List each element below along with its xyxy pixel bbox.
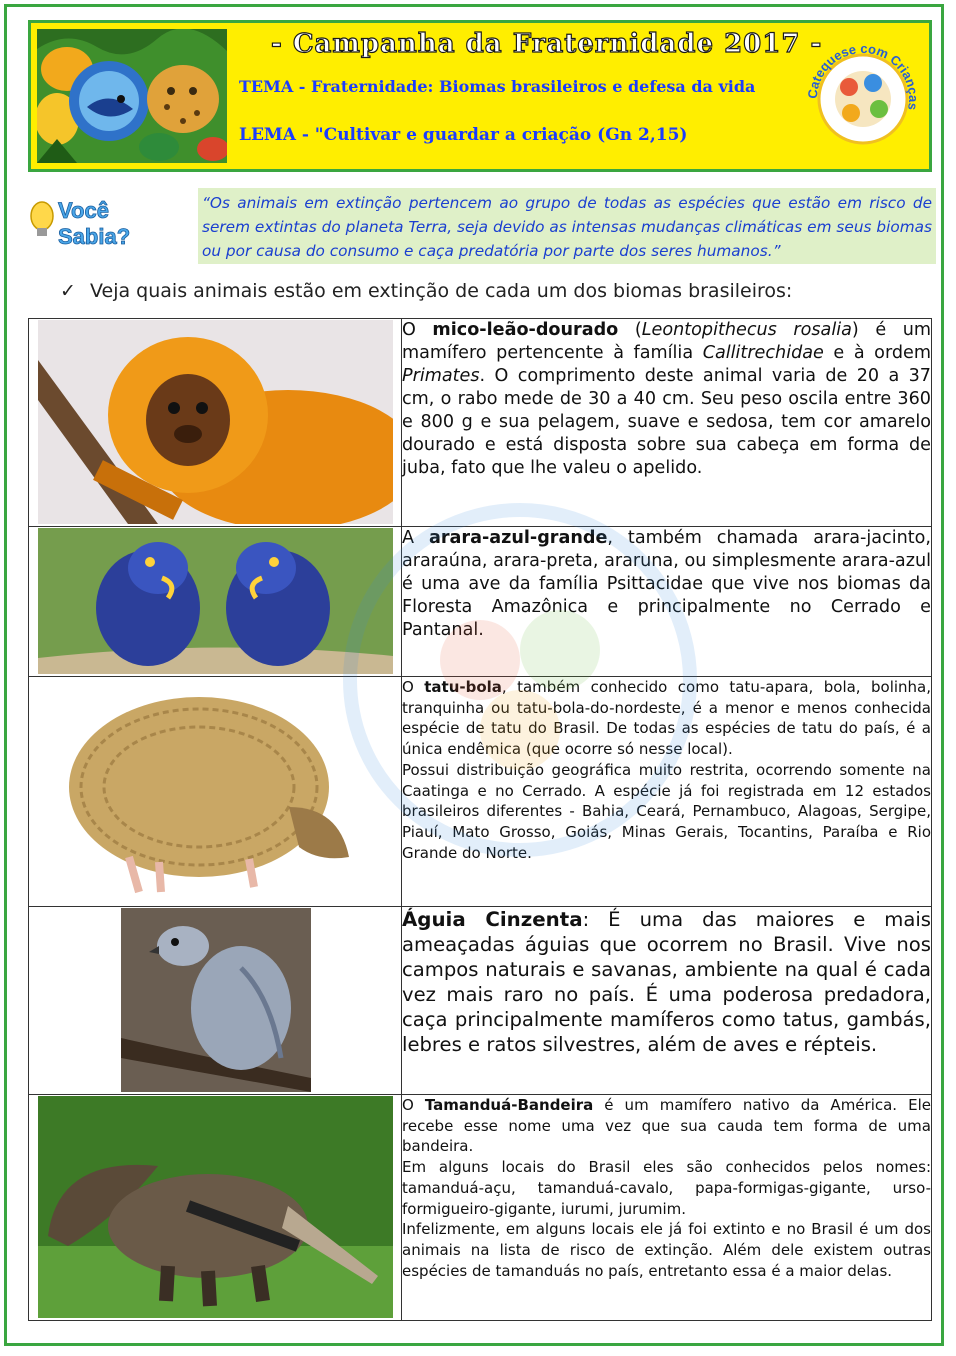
campaign-title: - Campanha da Fraternidade 2017 -	[271, 29, 823, 59]
arara-description	[402, 527, 932, 677]
mico-scientific-name: Leontopithecus rosalia	[641, 320, 852, 340]
voce-label: Você	[58, 198, 109, 223]
logo-text: Catequese com Crianças	[804, 40, 922, 112]
table-row	[29, 1095, 932, 1321]
aguia-image-cell	[29, 907, 402, 1095]
mico-t2: ) é um mamífero pertencente à família	[402, 320, 931, 363]
aguia-name: Águia Cinzenta	[402, 908, 583, 931]
table-row	[29, 907, 932, 1095]
tatu-para-2: Possui distribuição geográfica muito restrita, ocorrendo somente na Caatinga e no Cerrado. A espécie já foi registrada em 12 estados brasileiros diferentes - Bahia, Ceará, Pernambuco, Alagoas, Sergipe, Piauí, Mato Grosso, Goiás, Minas Gerais, Tocantins, Paraíba e Rio Grande do Norte.	[402, 760, 931, 862]
tamandua-description	[402, 1095, 932, 1321]
arara-pre: A	[402, 528, 429, 548]
checkmark-icon: ✓	[60, 280, 76, 302]
tatu-name: tatu-bola	[424, 678, 502, 696]
mico-image-cell	[29, 319, 402, 527]
campaign-header	[28, 20, 932, 172]
tamandua-bandeira-photo	[38, 1096, 393, 1318]
intro-line	[60, 280, 792, 302]
tatu-para-1	[402, 677, 931, 760]
catequese-logo	[803, 27, 923, 167]
tatu-pre: O	[402, 678, 425, 696]
mico-pre: O	[402, 320, 433, 340]
tamandua-pre: O	[402, 1096, 425, 1114]
voce-sabia-badge	[28, 190, 158, 250]
arara-name: arara-azul-grande	[428, 528, 608, 548]
mico-description	[402, 319, 932, 527]
mico-t3: e à ordem	[823, 343, 932, 363]
tamandua-name: Tamanduá-Bandeira	[424, 1096, 594, 1114]
animals-table	[28, 318, 932, 1321]
mico-order: Primates	[402, 366, 480, 386]
mico-family: Callitrechidae	[702, 343, 824, 363]
tamandua-para-1	[402, 1095, 931, 1157]
arara-azul-photo	[38, 528, 393, 674]
table-row	[29, 527, 932, 677]
arara-image-cell	[29, 527, 402, 677]
campaign-tema: TEMA - Fraternidade: Biomas brasileiros e defesa da vida	[239, 77, 756, 96]
mico-name: mico-leão-dourado	[432, 320, 619, 340]
mico-t4: . O comprimento deste animal varia de 20 a 37 cm, o rabo mede de 30 a 40 cm. Seu peso oscila entre 360 e 800 g e sua pelagem, suave e sedosa, tem cor amarelo dourado e está disposta sobre sua cabeça em forma de juba, fato que lhe valeu o apelido.	[402, 366, 931, 478]
aguia-cinzenta-photo	[121, 908, 311, 1092]
arara-text: , também chamada arara-jacinto, araraúna, arara-preta, araruna, ou simplesmente arara-azul é uma ave da família Psittacidae que vive nos biomas da Floresta Amazônica e principalmente no Cerrado e Pantanal.	[402, 528, 931, 640]
table-row	[29, 677, 932, 907]
table-row	[29, 319, 932, 527]
voce-sabia-quote: “Os animais em extinção pertencem ao grupo de todas as espécies que estão em risco de serem extintas do planeta Terra, seja devido as intensas mudanças climáticas em seus biomas ou por causa do consumo e caça predatória por parte dos seres humanos.”	[198, 188, 936, 264]
tamandua-text1: é um mamífero nativo da América. Ele recebe esse nome uma vez que sua cauda tem forma de uma bandeira.	[402, 1096, 931, 1156]
aguia-description	[402, 907, 932, 1095]
tamandua-image-cell	[29, 1095, 402, 1321]
sabia-label: Sabia?	[58, 224, 131, 249]
aguia-text: : É uma das maiores e mais ameaçadas águias que ocorrem no Brasil. Vive nos campos naturais e savanas, ambiente na qual é cada vez mais raro no país. É uma poderosa predadora, caça principalmente mamíferos como tatus, gambás, lebres e ratos silvestres, além de aves e répteis.	[402, 908, 932, 1056]
tamandua-para-2: Em alguns locais do Brasil eles são conhecidos pelos nomes: tamanduá-açu, tamanduá-cavalo, papa-formigas-gigante, urso-formigueiro-gigante, iurumi, jurumim.	[402, 1158, 931, 1218]
intro-text: Veja quais animais estão em extinção de cada um dos biomas brasileiros:	[90, 280, 793, 302]
tatu-description	[402, 677, 932, 907]
tatu-bola-photo	[49, 687, 389, 897]
tatu-image-cell	[29, 677, 402, 907]
mico-t1: (	[618, 320, 642, 340]
campaign-lema: LEMA - "Cultivar e guardar a criação (Gn 2,15)	[239, 125, 688, 145]
tatu-text1: , também conhecido como tatu-apara, bola, bolinha, tranquinha ou tatu-bola-do-nordeste, é a menor e menos conhecida espécie de tatu do Brasil. De todas as espécies de tatu do país, é a única endêmica (que ocorre só nesse local).	[402, 678, 932, 759]
mico-leao-dourado-photo	[38, 320, 393, 524]
biomes-illustration	[37, 29, 227, 163]
tamandua-para-3: Infelizmente, em alguns locais ele já foi extinto e no Brasil é um dos animais na lista de risco de extinção. Além dele existem outras espécies de tamanduás no país, entretanto essa é a maior delas.	[402, 1220, 931, 1280]
